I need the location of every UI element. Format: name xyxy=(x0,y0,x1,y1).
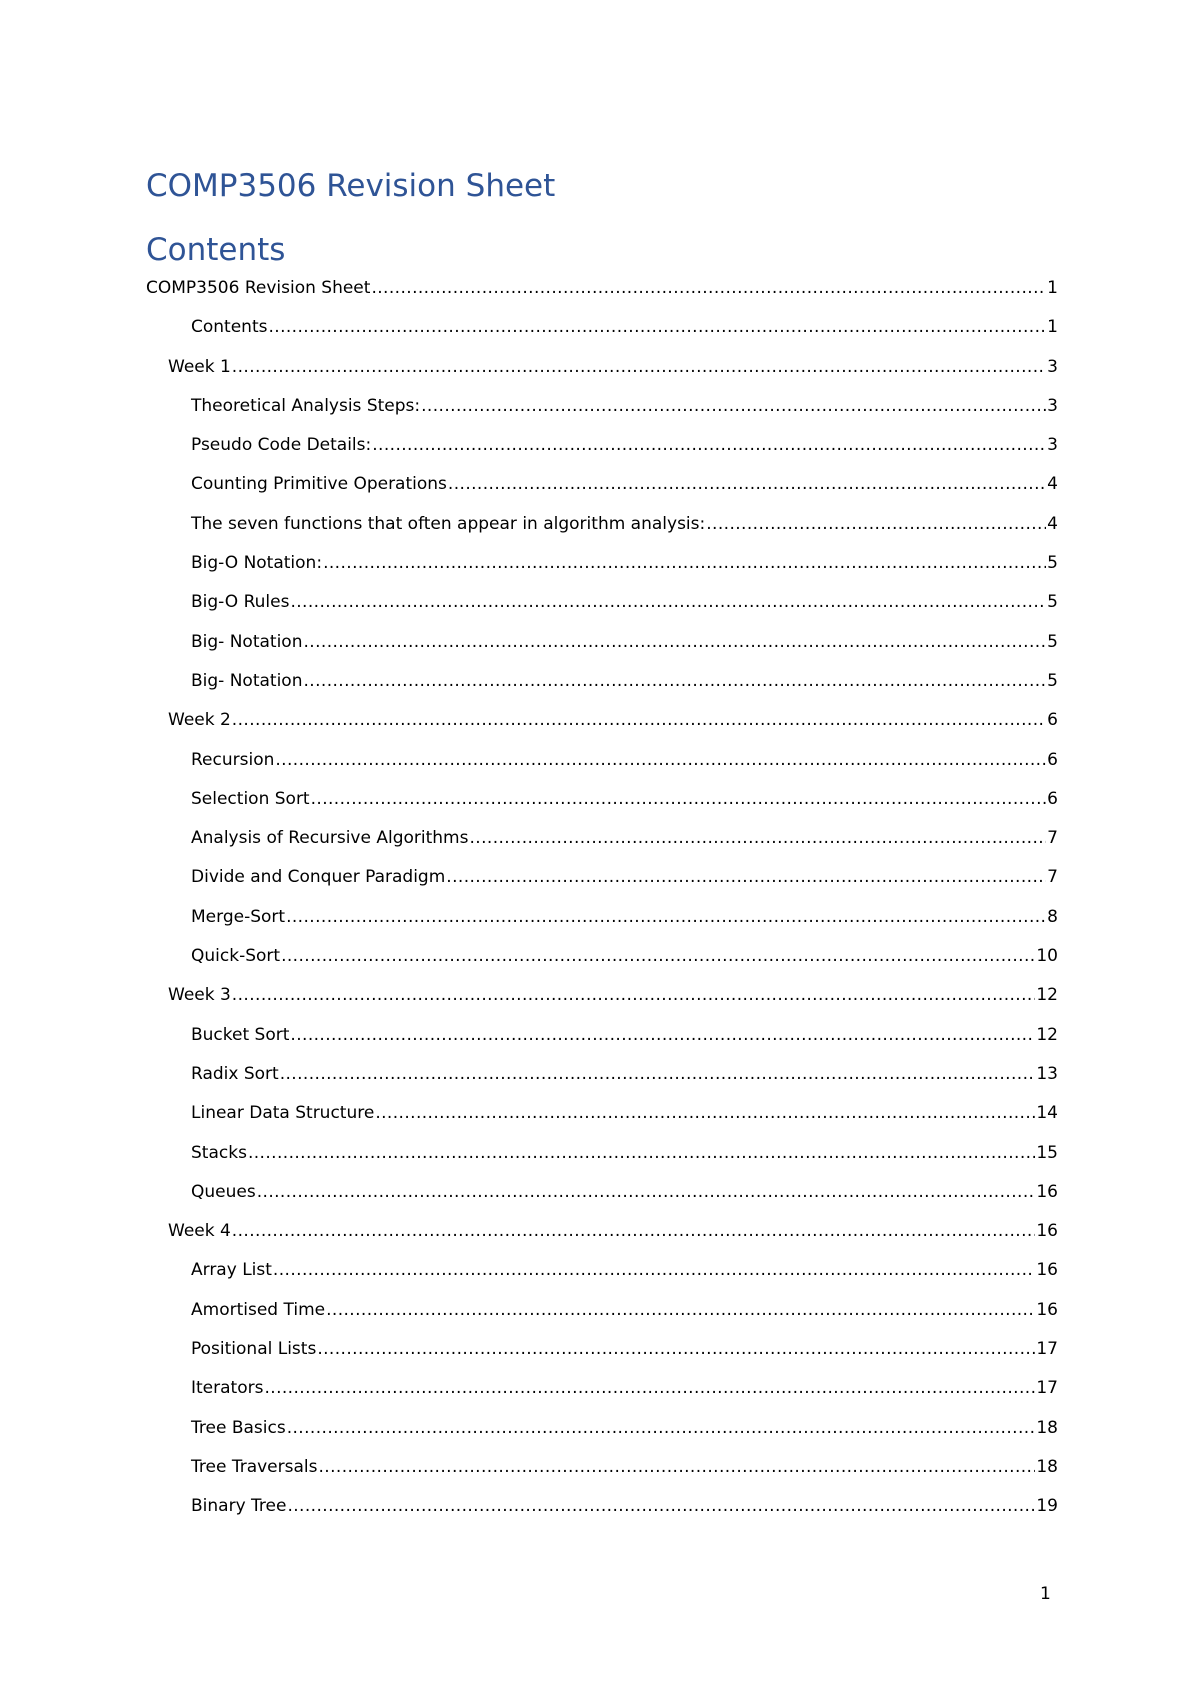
toc-page-number: 5 xyxy=(1047,553,1058,574)
table-of-contents xyxy=(146,276,1058,1534)
toc-entry-text: Divide and Conquer Paradigm xyxy=(191,867,446,888)
toc-dot-leader xyxy=(706,512,1046,536)
toc-dot-leader xyxy=(421,394,1046,418)
toc-entry-text: Theoretical Analysis Steps: xyxy=(191,395,421,416)
toc-page-number: 1 xyxy=(1047,317,1058,338)
toc-entry[interactable] xyxy=(146,1258,1058,1297)
toc-dot-leader xyxy=(371,276,1046,300)
toc-page-number: 7 xyxy=(1047,828,1058,849)
toc-dot-leader xyxy=(318,1455,1035,1479)
toc-entry[interactable] xyxy=(146,472,1058,511)
toc-entry[interactable] xyxy=(146,551,1058,590)
toc-page-number: 12 xyxy=(1036,1024,1058,1045)
toc-page-number: 13 xyxy=(1036,1063,1058,1084)
toc-dot-leader xyxy=(273,1258,1035,1282)
toc-page-number: 4 xyxy=(1047,513,1058,534)
toc-dot-leader xyxy=(232,983,1036,1007)
toc-page-number: 3 xyxy=(1047,356,1058,377)
toc-dot-leader xyxy=(275,748,1046,772)
toc-page-number: 6 xyxy=(1047,788,1058,809)
toc-entry[interactable] xyxy=(146,826,1058,865)
toc-entry[interactable] xyxy=(146,1494,1058,1533)
toc-dot-leader xyxy=(287,1494,1035,1518)
toc-page-number: 16 xyxy=(1036,1260,1058,1281)
toc-dot-leader xyxy=(248,1141,1035,1165)
toc-entry-text: Week 1 xyxy=(168,356,231,377)
toc-entry[interactable] xyxy=(146,315,1058,354)
toc-entry[interactable] xyxy=(146,787,1058,826)
toc-page-number: 19 xyxy=(1036,1496,1058,1517)
toc-entry[interactable] xyxy=(146,1298,1058,1337)
toc-entry-text: Tree Basics xyxy=(191,1417,286,1438)
toc-entry-text: Stacks xyxy=(191,1142,247,1163)
toc-entry-text: Queues xyxy=(191,1181,256,1202)
toc-entry-text: The seven functions that often appear in algorithm analysis: xyxy=(191,513,706,534)
toc-entry-text: Linear Data Structure xyxy=(191,1103,375,1124)
toc-entry-text: Contents xyxy=(191,317,268,338)
toc-dot-leader xyxy=(264,1376,1035,1400)
toc-dot-leader xyxy=(232,708,1046,732)
toc-entry-text: Big- Notation xyxy=(191,631,303,652)
toc-page-number: 6 xyxy=(1047,749,1058,770)
toc-entry[interactable] xyxy=(146,1376,1058,1415)
toc-dot-leader xyxy=(287,1416,1036,1440)
toc-entry-text: Radix Sort xyxy=(191,1063,279,1084)
toc-entry[interactable] xyxy=(146,1416,1058,1455)
toc-page-number: 10 xyxy=(1036,946,1058,967)
toc-dot-leader xyxy=(323,551,1046,575)
toc-page-number: 15 xyxy=(1036,1142,1058,1163)
toc-dot-leader xyxy=(290,590,1046,614)
toc-page-number: 12 xyxy=(1036,985,1058,1006)
toc-entry[interactable] xyxy=(146,512,1058,551)
toc-entry[interactable] xyxy=(146,1101,1058,1140)
toc-dot-leader xyxy=(469,826,1046,850)
toc-entry-text: Quick-Sort xyxy=(191,946,281,967)
toc-entry[interactable] xyxy=(146,944,1058,983)
toc-page-number: 3 xyxy=(1047,435,1058,456)
toc-entry-text: Analysis of Recursive Algorithms xyxy=(191,828,469,849)
toc-page-number: 14 xyxy=(1036,1103,1058,1124)
toc-entry-text: Amortised Time xyxy=(191,1299,326,1320)
toc-entry[interactable] xyxy=(146,1062,1058,1101)
toc-page-number: 6 xyxy=(1047,710,1058,731)
toc-entry[interactable] xyxy=(146,394,1058,433)
toc-dot-leader xyxy=(303,669,1046,693)
toc-entry-text: Pseudo Code Details: xyxy=(191,435,372,456)
toc-dot-leader xyxy=(303,630,1046,654)
toc-entry-text: Big- Notation xyxy=(191,670,303,691)
toc-entry-text: Iterators xyxy=(191,1378,264,1399)
toc-dot-leader xyxy=(281,944,1035,968)
toc-entry[interactable] xyxy=(146,669,1058,708)
toc-entry[interactable] xyxy=(146,590,1058,629)
toc-entry-text: Week 3 xyxy=(168,985,231,1006)
toc-entry[interactable] xyxy=(146,1337,1058,1376)
toc-page-number: 18 xyxy=(1036,1456,1058,1477)
toc-entry-text: Selection Sort xyxy=(191,788,310,809)
toc-entry-text: Counting Primitive Operations xyxy=(191,474,447,495)
toc-page-number: 5 xyxy=(1047,670,1058,691)
toc-dot-leader xyxy=(317,1337,1035,1361)
toc-dot-leader xyxy=(232,355,1046,379)
toc-page-number: 1 xyxy=(1047,278,1058,298)
toc-entry-text: COMP3506 Revision Sheet xyxy=(146,278,371,298)
toc-entry-text: Positional Lists xyxy=(191,1339,317,1360)
toc-page-number: 8 xyxy=(1047,906,1058,927)
toc-dot-leader xyxy=(446,865,1046,889)
toc-entry-text: Bucket Sort xyxy=(191,1024,290,1045)
page-number: 1 xyxy=(1040,1584,1051,1604)
toc-dot-leader xyxy=(448,472,1046,496)
toc-entry-text: Merge-Sort xyxy=(191,906,286,927)
toc-page-number: 7 xyxy=(1047,867,1058,888)
toc-entry[interactable] xyxy=(146,1023,1058,1062)
toc-dot-leader xyxy=(290,1023,1035,1047)
toc-entry[interactable] xyxy=(146,433,1058,472)
toc-page-number: 5 xyxy=(1047,592,1058,613)
toc-dot-leader xyxy=(286,905,1046,929)
document-title: COMP3506 Revision Sheet xyxy=(146,168,556,204)
toc-page-number: 16 xyxy=(1036,1221,1058,1242)
toc-entry[interactable] xyxy=(146,1219,1058,1258)
toc-entry[interactable] xyxy=(146,1180,1058,1219)
toc-page-number: 4 xyxy=(1047,474,1058,495)
toc-page-number: 5 xyxy=(1047,631,1058,652)
toc-entry[interactable] xyxy=(146,1455,1058,1494)
toc-entry[interactable] xyxy=(146,748,1058,787)
toc-entry-text: Binary Tree xyxy=(191,1496,287,1517)
toc-page-number: 18 xyxy=(1036,1417,1058,1438)
toc-dot-leader xyxy=(372,433,1046,457)
toc-dot-leader xyxy=(280,1062,1036,1086)
toc-dot-leader xyxy=(311,787,1047,811)
toc-entry[interactable] xyxy=(146,708,1058,747)
toc-entry-text: Big-O Rules xyxy=(191,592,290,613)
toc-entry-text: Recursion xyxy=(191,749,275,770)
toc-entry[interactable] xyxy=(146,1141,1058,1180)
toc-heading: Contents xyxy=(146,232,286,268)
toc-page-number: 17 xyxy=(1036,1339,1058,1360)
toc-entry[interactable] xyxy=(146,865,1058,904)
toc-entry-text: Tree Traversals xyxy=(191,1456,318,1477)
toc-page-number: 3 xyxy=(1047,395,1058,416)
toc-page-number: 16 xyxy=(1036,1181,1058,1202)
toc-dot-leader xyxy=(268,315,1046,339)
toc-entry-text: Week 4 xyxy=(168,1221,231,1242)
toc-dot-leader xyxy=(326,1298,1035,1322)
toc-entry[interactable] xyxy=(146,355,1058,394)
toc-entry[interactable] xyxy=(146,905,1058,944)
toc-dot-leader xyxy=(232,1219,1036,1243)
toc-entry[interactable] xyxy=(146,983,1058,1022)
toc-page-number: 16 xyxy=(1036,1299,1058,1320)
toc-dot-leader xyxy=(375,1101,1035,1125)
toc-entry-text: Array List xyxy=(191,1260,272,1281)
toc-entry-text: Big-O Notation: xyxy=(191,553,323,574)
toc-entry[interactable] xyxy=(146,276,1058,315)
toc-page-number: 17 xyxy=(1036,1378,1058,1399)
toc-entry[interactable] xyxy=(146,630,1058,669)
toc-entry-text: Week 2 xyxy=(168,710,231,731)
toc-dot-leader xyxy=(257,1180,1036,1204)
